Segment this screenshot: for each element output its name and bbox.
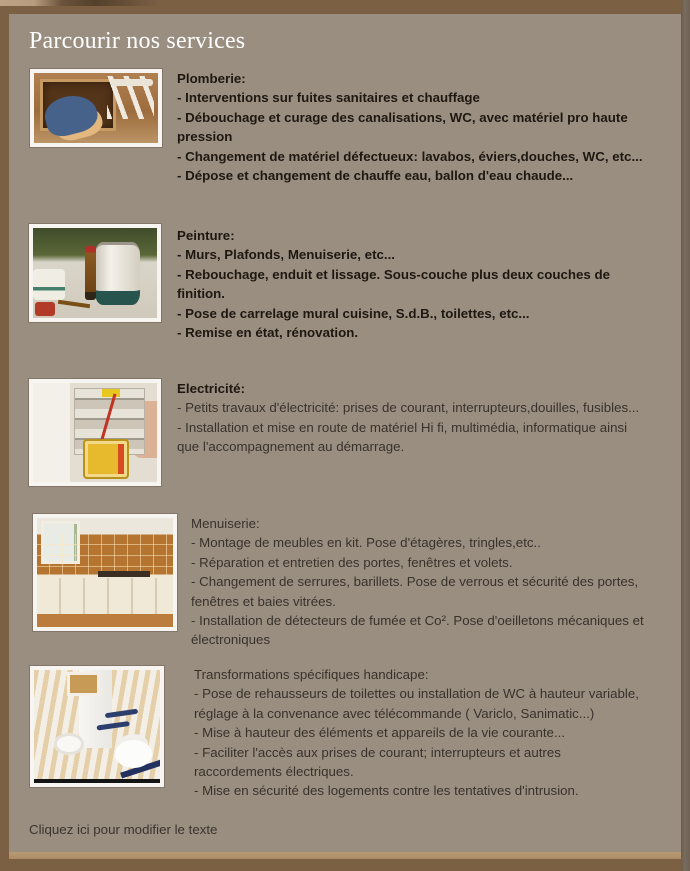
electricity-photo-art bbox=[33, 383, 157, 482]
service-section-menuiserie[interactable] bbox=[9, 513, 681, 650]
photo-art-detail bbox=[58, 300, 90, 308]
service-text-line: - Installation de détecteurs de fumée et Co². Pose d'oeilletons mécaniques et bbox=[191, 613, 644, 629]
service-section-peinture[interactable] bbox=[9, 224, 681, 342]
service-title: Transformations spécifiques handicape: bbox=[194, 667, 429, 682]
service-text-line: - Pose de carrelage mural cuisine, S.d.B., toilettes, etc... bbox=[177, 305, 530, 321]
edit-text-hint[interactable]: Cliquez ici pour modifier le texte bbox=[29, 822, 218, 837]
painting-photo-art bbox=[33, 228, 157, 318]
service-text-line: - Mise en sécurité des logements contre les tentatives d'intrusion. bbox=[194, 783, 579, 799]
service-text-column bbox=[194, 665, 681, 801]
service-text-line: - Remise en état, rénovation. bbox=[177, 325, 359, 341]
service-text-line: pression bbox=[177, 129, 233, 145]
service-text-column bbox=[177, 224, 681, 342]
service-title: Electricité: bbox=[177, 381, 245, 396]
service-text bbox=[191, 533, 681, 649]
service-text-column bbox=[191, 513, 681, 650]
accessibility-photo[interactable] bbox=[30, 666, 164, 787]
photo-art-detail bbox=[54, 733, 84, 755]
service-section-plomberie[interactable] bbox=[9, 69, 681, 185]
service-text-line: raccordements électriques. bbox=[194, 764, 354, 780]
painting-photo[interactable] bbox=[29, 224, 161, 322]
service-text-line: réglage à la convenance avec télécommande ( Variclo, Sanimatic...) bbox=[194, 705, 595, 721]
service-text-line: - Interventions sur fuites sanitaires et chauffage bbox=[177, 90, 480, 106]
top-edge-decoration bbox=[0, 0, 260, 6]
service-text-line: - Montage de meubles en kit. Pose d'étagères, tringles,etc.. bbox=[191, 535, 541, 551]
photo-art-detail bbox=[104, 709, 137, 719]
electricity-photo[interactable] bbox=[29, 379, 161, 486]
carpentry-photo-art bbox=[37, 518, 173, 627]
service-text-line: - Réparation et entretien des portes, fenêtres et volets. bbox=[191, 554, 513, 570]
service-text-line: finition. bbox=[177, 286, 225, 302]
services-panel bbox=[9, 14, 681, 852]
service-text-line: - Dépose et changement de chauffe eau, ballon d'eau chaude... bbox=[177, 168, 574, 184]
bottom-edge-band bbox=[9, 852, 681, 859]
service-text-line: - Mise à hauteur des éléments et appareils de la vie courante... bbox=[194, 725, 566, 741]
service-section-electricite[interactable] bbox=[9, 377, 681, 457]
accessibility-photo-art bbox=[34, 670, 160, 783]
service-text-line: - Installation et mise en route de matériel Hi fi, multimédia, informatique ainsi bbox=[177, 419, 628, 435]
photo-art-detail bbox=[102, 389, 119, 397]
photo-art-detail bbox=[33, 269, 65, 300]
service-text-line: fenêtres et baies vitrées. bbox=[191, 593, 336, 609]
photo-art-detail bbox=[37, 534, 173, 574]
service-text-line: - Changement de serrures, barillets. Pose de verrous et sécurité des portes, bbox=[191, 574, 639, 590]
service-text bbox=[194, 684, 681, 800]
plumbing-photo-art bbox=[34, 73, 158, 143]
service-text-line: - Petits travaux d'électricité: prises de courant, interrupteurs,douilles, fusibles... bbox=[177, 400, 640, 416]
service-section-handicape[interactable] bbox=[9, 665, 681, 801]
service-text-line: que l'accompagnement au démarrage. bbox=[177, 439, 405, 455]
service-title: Peinture: bbox=[177, 228, 235, 243]
service-text-line: - Pose de rehausseurs de toilettes ou installation de WC à hauteur variable, bbox=[194, 686, 639, 702]
photo-art-detail bbox=[120, 760, 160, 779]
service-text-column bbox=[177, 377, 681, 457]
service-text-line: - Murs, Plafonds, Menuiserie, etc... bbox=[177, 247, 395, 263]
plumbing-photo[interactable] bbox=[30, 69, 162, 147]
photo-art-detail bbox=[67, 672, 100, 696]
service-text-line: électroniques bbox=[191, 632, 271, 648]
service-text-line: - Changement de matériel défectueux: lavabos, éviers,douches, WC, etc... bbox=[177, 148, 643, 164]
right-edge-decoration bbox=[681, 0, 690, 871]
service-title: Menuiserie: bbox=[191, 516, 260, 531]
carpentry-photo[interactable] bbox=[33, 514, 177, 631]
service-title: Plomberie: bbox=[177, 71, 246, 86]
photo-art-detail bbox=[74, 388, 145, 455]
page-title: Parcourir nos services bbox=[29, 28, 246, 54]
photo-art-detail bbox=[35, 302, 55, 316]
photo-art-detail bbox=[37, 578, 173, 614]
service-text-line: - Débouchage et curage des canalisations, WC, avec matériel pro haute bbox=[177, 109, 628, 125]
service-text bbox=[177, 245, 681, 342]
service-text-line: - Rebouchage, enduit et lissage. Sous-couche plus deux couches de bbox=[177, 266, 610, 282]
photo-art-detail bbox=[111, 79, 153, 86]
service-text-line: - Faciliter l'accès aux prises de courant; interrupteurs et autres bbox=[194, 744, 561, 760]
service-text bbox=[177, 398, 681, 456]
